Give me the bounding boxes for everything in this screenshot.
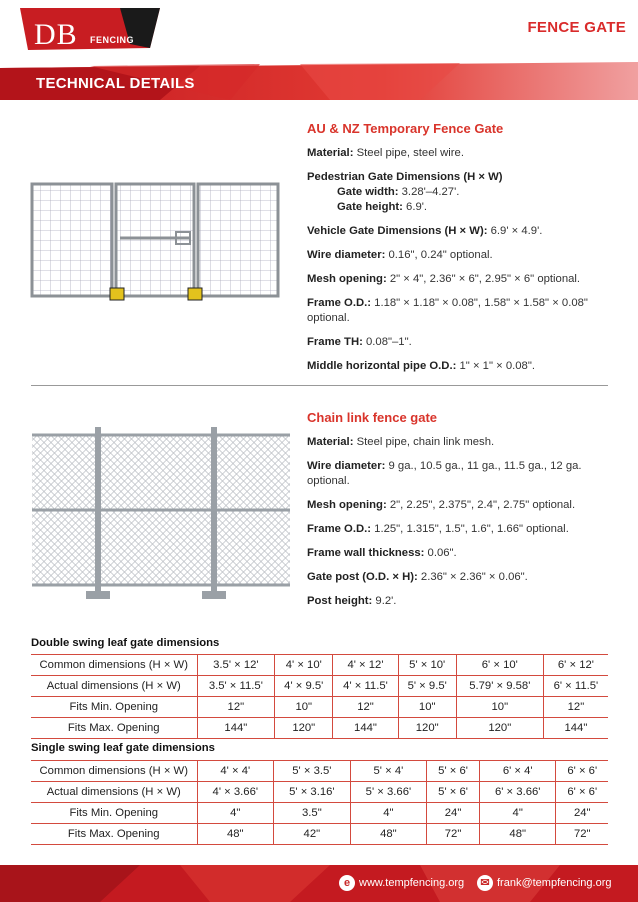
table-cell: 6' × 10' (456, 655, 543, 676)
table-cell: 42" (274, 824, 351, 845)
double-swing-table (31, 654, 608, 739)
table-cell: 4' × 3.66' (197, 782, 274, 803)
web-icon: e (339, 875, 355, 891)
table-cell: 6' × 3.66' (479, 782, 556, 803)
table-cell: 24" (427, 803, 480, 824)
table-cell: 120" (275, 718, 333, 739)
au-gate-spec (307, 121, 607, 383)
company-logo (28, 20, 153, 50)
table-cell: 10" (398, 697, 456, 718)
row-label: Fits Min. Opening (31, 803, 197, 824)
chain-frame-wall: Frame wall thickness: 0.06". (307, 547, 457, 559)
table-row (31, 761, 608, 782)
au-gate-title: AU & NZ Temporary Fence Gate (307, 121, 504, 136)
section-title: TECHNICAL DETAILS (36, 75, 195, 92)
table-row (31, 676, 608, 697)
table-row (31, 782, 608, 803)
table-row (31, 697, 608, 718)
table-row (31, 803, 608, 824)
au-middle-pipe: Middle horizontal pipe O.D.: 1" × 1" × 0.08". (307, 360, 535, 372)
chain-gate-title: Chain link fence gate (307, 410, 438, 425)
au-fence-gate-image (30, 180, 280, 308)
table-cell: 3.5' × 12' (197, 655, 275, 676)
website-link[interactable]: www.tempfencing.org (359, 877, 465, 889)
table-cell: 5' × 6' (427, 782, 480, 803)
logo-fencing-text: FENCING (90, 35, 134, 45)
row-label: Actual dimensions (H × W) (31, 676, 197, 697)
page-footer (0, 865, 638, 902)
table-cell: 4" (350, 803, 427, 824)
chain-material: Material: Steel pipe, chain link mesh. (307, 436, 495, 448)
row-label: Fits Max. Opening (31, 718, 197, 739)
au-vehicle-dims: Vehicle Gate Dimensions (H × W): 6.9' × 4.9'. (307, 225, 543, 237)
double-swing-caption: Double swing leaf gate dimensions (31, 637, 220, 649)
table-cell: 10" (275, 697, 333, 718)
row-label: Actual dimensions (H × W) (31, 782, 197, 803)
table-cell: 72" (556, 824, 608, 845)
table-cell: 5.79' × 9.58' (456, 676, 543, 697)
table-cell: 6' × 4' (479, 761, 556, 782)
table-cell: 4' × 11.5' (333, 676, 398, 697)
row-label: Fits Min. Opening (31, 697, 197, 718)
table-cell: 120" (456, 718, 543, 739)
chain-gate-spec (307, 410, 607, 618)
au-mesh-opening: Mesh opening: 2" × 4", 2.36" × 6", 2.95" × 6" optional. (307, 273, 581, 285)
au-frame-od: Frame O.D.: 1.18" × 1.18" × 0.08", 1.58" × 1.58" × 0.08" optional. (307, 297, 588, 324)
table-cell: 5' × 3.16' (274, 782, 351, 803)
row-label: Fits Max. Opening (31, 824, 197, 845)
table-cell: 6' × 12' (543, 655, 608, 676)
page-tag: FENCE GATE (527, 19, 626, 36)
section-divider (31, 385, 608, 386)
table-cell: 48" (479, 824, 556, 845)
table-cell: 4' × 12' (333, 655, 398, 676)
chain-link-gate-image (30, 425, 292, 605)
table-cell: 6' × 6' (556, 782, 608, 803)
table-cell: 4' × 10' (275, 655, 333, 676)
table-cell: 4" (197, 803, 274, 824)
chain-frame-od: Frame O.D.: 1.25", 1.315", 1.5", 1.6", 1.66" optional. (307, 523, 569, 535)
table-row (31, 718, 608, 739)
table-cell: 4' × 4' (197, 761, 274, 782)
table-cell: 6' × 6' (556, 761, 608, 782)
chain-mesh-opening: Mesh opening: 2", 2.25", 2.375", 2.4", 2.75" optional. (307, 499, 576, 511)
table-cell: 144" (543, 718, 608, 739)
table-row (31, 655, 608, 676)
table-cell: 72" (427, 824, 480, 845)
au-frame-th: Frame TH: 0.08"–1". (307, 336, 412, 348)
table-cell: 5' × 3.5' (274, 761, 351, 782)
table-cell: 12" (543, 697, 608, 718)
table-cell: 3.5" (274, 803, 351, 824)
table-cell: 144" (197, 718, 275, 739)
table-cell: 5' × 4' (350, 761, 427, 782)
chain-wire-diameter: Wire diameter: 9 ga., 10.5 ga., 11 ga., 11.5 ga., 12 ga. optional. (307, 460, 582, 487)
table-cell: 4' × 9.5' (275, 676, 333, 697)
table-cell: 5' × 9.5' (398, 676, 456, 697)
table-row (31, 824, 608, 845)
table-cell: 24" (556, 803, 608, 824)
table-cell: 120" (398, 718, 456, 739)
logo-db-text: DB (34, 18, 78, 51)
table-cell: 5' × 10' (398, 655, 456, 676)
table-cell: 10" (456, 697, 543, 718)
single-swing-table (31, 760, 608, 845)
table-cell: 5' × 6' (427, 761, 480, 782)
table-cell: 4" (479, 803, 556, 824)
table-cell: 5' × 3.66' (350, 782, 427, 803)
chain-gate-post: Gate post (O.D. × H): 2.36" × 2.36" × 0.06". (307, 571, 528, 583)
page-header (0, 0, 638, 100)
table-cell: 48" (350, 824, 427, 845)
single-swing-caption: Single swing leaf gate dimensions (31, 742, 215, 754)
au-pedestrian-dims: Pedestrian Gate Dimensions (H × W) (307, 171, 503, 183)
table-cell: 6' × 11.5' (543, 676, 608, 697)
au-gate-width: Gate width: 3.28'–4.27'. (337, 186, 460, 198)
table-cell: 3.5' × 11.5' (197, 676, 275, 697)
table-cell: 144" (333, 718, 398, 739)
au-material: Material: Steel pipe, steel wire. (307, 147, 464, 159)
table-cell: 12" (333, 697, 398, 718)
au-gate-height: Gate height: 6.9'. (337, 201, 428, 213)
au-wire-diameter: Wire diameter: 0.16", 0.24" optional. (307, 249, 493, 261)
table-cell: 12" (197, 697, 275, 718)
table-cell: 48" (197, 824, 274, 845)
row-label: Common dimensions (H × W) (31, 761, 197, 782)
chain-post-height: Post height: 9.2'. (307, 595, 397, 607)
email-link[interactable]: frank@tempfencing.org (497, 877, 612, 889)
row-label: Common dimensions (H × W) (31, 655, 197, 676)
mail-icon: ✉ (477, 875, 493, 891)
